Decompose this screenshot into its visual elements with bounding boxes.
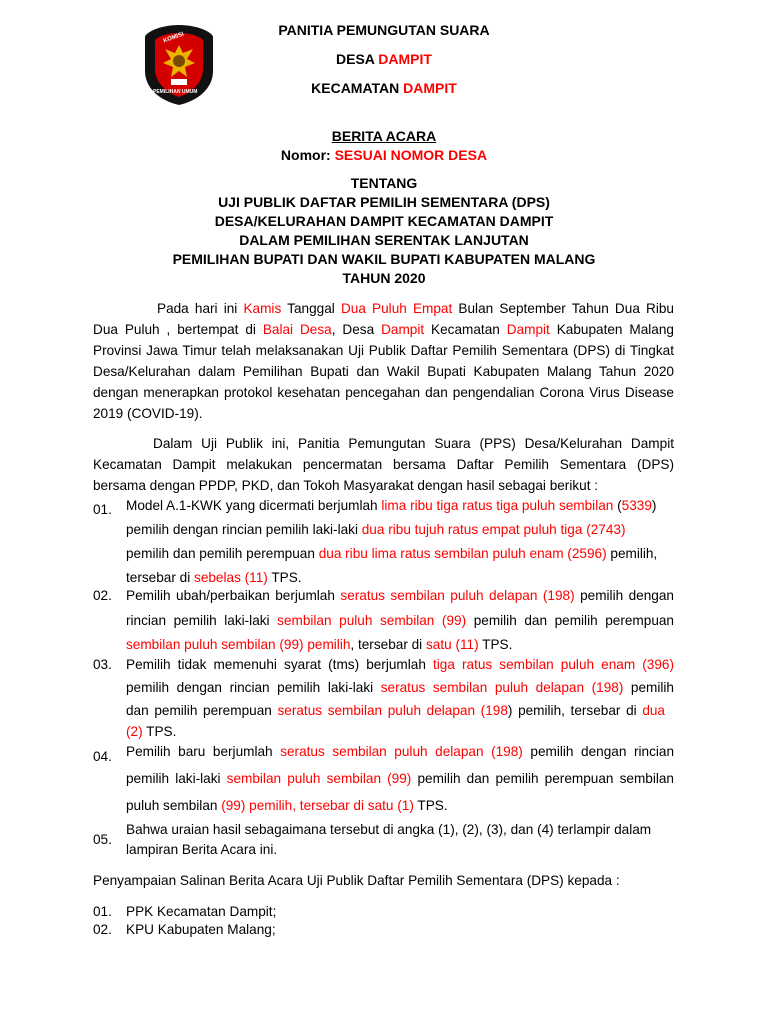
village-value: Dampit: [381, 322, 425, 337]
text: TPS.: [413, 798, 448, 813]
item-line: [126, 796, 448, 816]
committee-title: [0, 22, 768, 38]
date-value: Dua Puluh Empat: [340, 301, 453, 316]
female-count: dua ribu lima ratus sembilan puluh enam (2596): [318, 546, 607, 561]
text: Bulan September Tahun Dua Ribu: [452, 301, 674, 316]
count-number: 5339: [621, 498, 652, 513]
female-count: sembilan puluh sembilan (99) pemilih: [126, 637, 351, 652]
text: Tanggal: [281, 301, 341, 316]
number-value: SESUAI NOMOR DESA: [334, 147, 488, 163]
item-line: [126, 586, 674, 606]
paragraph-line: Provinsi Jawa Timur telah melaksanakan Uji Publik Daftar Pemilih Sementara (DPS) di Tingkat: [93, 343, 674, 358]
recipient-name: KPU Kabupaten Malang;: [126, 922, 276, 937]
text: Dua Puluh , bertempat di: [93, 322, 263, 337]
male-count: seratus sembilan puluh delapan (198): [380, 680, 624, 695]
text: TPS.: [478, 637, 513, 652]
about-label-text: TENTANG: [350, 175, 418, 191]
paragraph-line: Desa/Kelurahan dalam Pemilihan Bupati dan Wakil Bupati Kabupaten Malang Tahun 2020: [93, 364, 674, 379]
item-line: [126, 496, 656, 516]
document-number: [0, 147, 768, 163]
item-line: [126, 722, 176, 742]
document-title: [0, 128, 768, 144]
paragraph-line: Dalam Uji Publik ini, Panitia Pemungutan Suara (PPS) Desa/Kelurahan Dampit: [153, 436, 674, 451]
female-count: seratus sembilan puluh delapan (198: [277, 703, 508, 718]
text: TPS.: [142, 724, 177, 739]
paragraph-line: [93, 320, 674, 340]
item-number: 01.: [93, 502, 112, 517]
text: dan pemilih perempuan: [126, 703, 278, 718]
item-line: Bahwa uraian hasil sebagaimana tersebut di angka (1), (2), (3), dan (4) terlampir dalam: [126, 822, 652, 837]
about-line: PEMILIHAN BUPATI DAN WAKIL BUPATI KABUPATEN MALANG: [172, 251, 596, 267]
text: (: [613, 498, 622, 513]
text: Pemilih ubah/perbaikan berjumlah: [126, 588, 341, 603]
location-value: Balai Desa: [262, 322, 332, 337]
count-words: seratus sembilan puluh delapan (198): [280, 744, 523, 759]
document-title-text: BERITA ACARA: [331, 128, 437, 144]
district-value: Dampit: [506, 322, 550, 337]
item-number: 05.: [93, 832, 112, 847]
item-line: [126, 544, 657, 564]
recipient-name: PPK Kecamatan Dampit;: [126, 904, 277, 919]
village-name: DAMPIT: [378, 51, 432, 67]
logo-bottom-text: PEMILIHAN UMUM: [153, 89, 198, 95]
paragraph-line: 2019 (COVID-19).: [93, 406, 203, 421]
text: tersebar di: [126, 570, 195, 585]
text: Kecamatan: [424, 322, 507, 337]
item-line: [126, 655, 674, 675]
tps-count: satu (11): [425, 637, 479, 652]
text: pemilih dan pemilih perempuan: [126, 546, 319, 561]
village-label: DESA: [336, 51, 379, 67]
text: , tersebar di: [350, 637, 426, 652]
text: pemilih: [623, 680, 674, 695]
female-count: (99) pemilih, tersebar di satu (1): [221, 798, 414, 813]
item-line: [126, 611, 674, 631]
item-line: [126, 678, 674, 698]
text: Pada hari ini: [157, 301, 244, 316]
text: pemilih laki-laki: [126, 771, 227, 786]
recipient-number: 01.: [93, 904, 112, 919]
paragraph-line: [157, 299, 674, 319]
text: pemilih dengan rincian: [522, 744, 675, 759]
distribution-heading: Penyampaian Salinan Berita Acara Uji Publik Daftar Pemilih Sementara (DPS) kepada :: [93, 873, 620, 888]
text: Model A.1-KWK yang dicermati berjumlah: [126, 498, 382, 513]
text: pemilih dengan rincian pemilih laki-laki: [126, 680, 381, 695]
text: puluh sembilan: [126, 798, 222, 813]
text: pemilih dengan rincian pemilih laki-laki: [126, 522, 362, 537]
tps-count: sebelas (11): [194, 570, 268, 585]
text: Pemilih baru berjumlah: [126, 744, 281, 759]
item-line: [126, 769, 674, 789]
recipient-number: 02.: [93, 922, 112, 937]
district-name: DAMPIT: [403, 80, 457, 96]
text: rincian pemilih laki-laki: [126, 613, 278, 628]
paragraph-line: bersama dengan PPDP, PKD, dan Tokoh Masyarakat dengan hasil sebagai berikut :: [93, 478, 599, 493]
text: TPS.: [267, 570, 302, 585]
district-line: [0, 80, 768, 96]
count-words: tiga ratus sembilan puluh enam (396): [432, 657, 674, 672]
item-number: 02.: [93, 588, 112, 603]
day-value: Kamis: [243, 301, 282, 316]
text: ): [651, 498, 657, 513]
item-number: 04.: [93, 749, 112, 764]
paragraph-line: Kecamatan Dampit melakukan pencermatan bersama Daftar Pemilih Sementara (DPS): [93, 457, 674, 472]
text: pemilih,: [606, 546, 658, 561]
about-line: UJI PUBLIK DAFTAR PEMILIH SEMENTARA (DPS): [218, 194, 550, 210]
text: pemilih dan pemilih perempuan: [466, 613, 674, 628]
male-count: dua ribu tujuh ratus empat puluh tiga (2743): [361, 522, 626, 537]
item-line: lampiran Berita Acara ini.: [126, 842, 278, 857]
item-number: 03.: [93, 657, 112, 672]
male-count: sembilan puluh sembilan (99): [277, 613, 467, 628]
text: pemilih dengan: [574, 588, 674, 603]
item-line: [126, 742, 674, 762]
text: pemilih dan pemilih perempuan sembilan: [411, 771, 674, 786]
number-label: Nomor:: [280, 147, 335, 163]
tps-count: (2): [126, 724, 143, 739]
about-line: TAHUN 2020: [342, 270, 426, 286]
item-line: [126, 701, 665, 721]
item-line: [126, 635, 512, 655]
count-words: lima ribu tiga ratus tiga puluh sembilan: [381, 498, 614, 513]
text: , Desa: [331, 322, 382, 337]
text: Kabupaten Malang: [549, 322, 674, 337]
village-line: [0, 51, 768, 67]
tps-count: dua: [642, 703, 665, 718]
paragraph-line: dengan menerapkan protokol kesehatan pencegahan dan pengendalian Corona Virus Disease: [93, 385, 674, 400]
about-line: DALAM PEMILIHAN SERENTAK LANJUTAN: [239, 232, 529, 248]
district-label: KECAMATAN: [311, 80, 404, 96]
count-words: seratus sembilan puluh delapan (198): [340, 588, 575, 603]
about-line: DESA/KELURAHAN DAMPIT KECAMATAN DAMPIT: [214, 213, 554, 229]
committee-title-text: PANITIA PEMUNGUTAN SUARA: [278, 22, 490, 38]
male-count: sembilan puluh sembilan (99): [226, 771, 412, 786]
text: ) pemilih, tersebar di: [507, 703, 643, 718]
item-line: [126, 568, 302, 588]
text: Pemilih tidak memenuhi syarat (tms) berjumlah: [126, 657, 433, 672]
logo-top-text: KOMISI: [162, 31, 185, 45]
item-line: [126, 520, 626, 540]
about-label: [0, 175, 768, 191]
